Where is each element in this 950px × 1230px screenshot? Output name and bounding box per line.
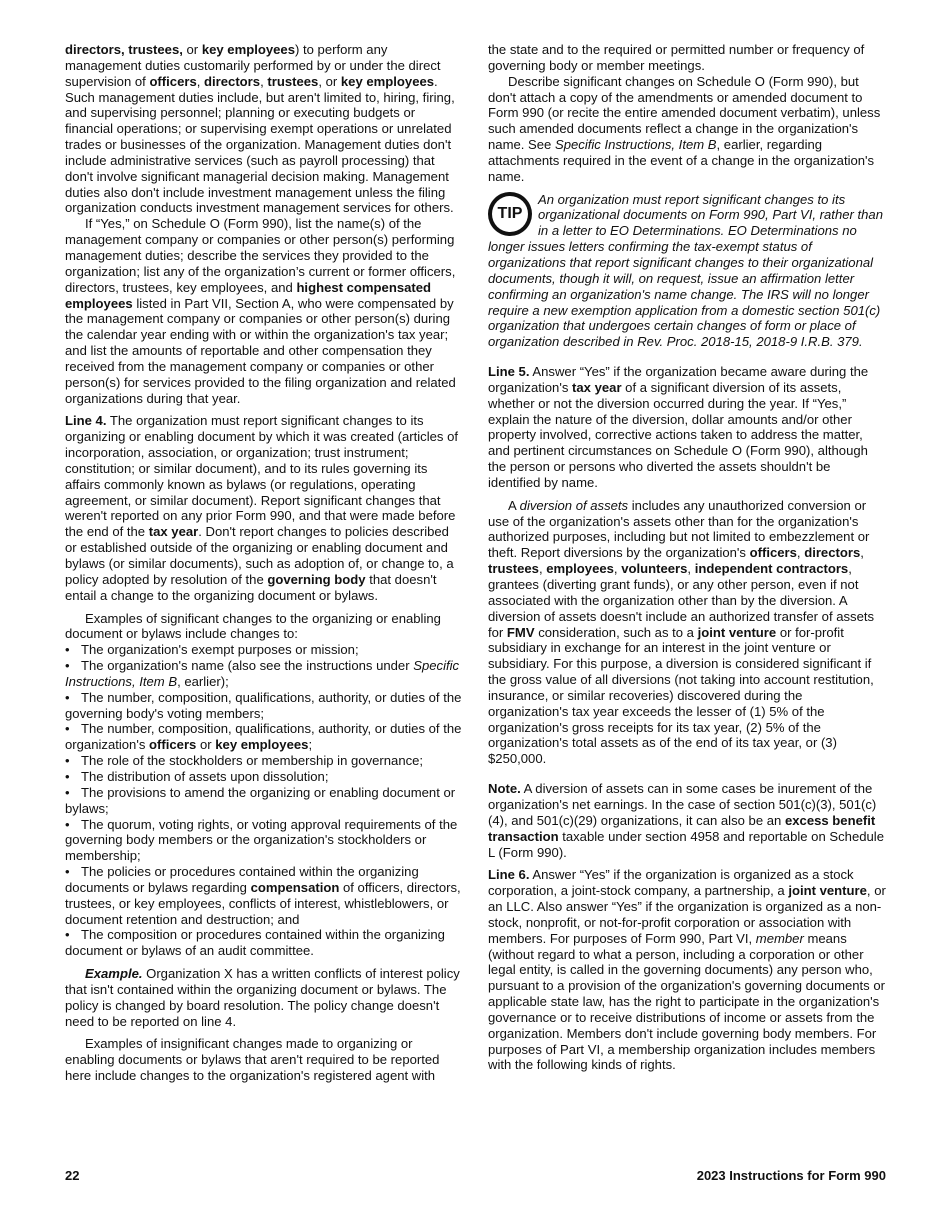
text-run: ,	[613, 561, 622, 577]
text-run: trustees	[488, 561, 539, 577]
text-run: Note.	[488, 781, 521, 797]
text-run: ) to perform any management duties customarily performed by or under the direct supervision of	[65, 42, 441, 89]
text-run: excess benefit transaction	[488, 812, 876, 844]
text-run: compensation	[250, 879, 340, 895]
text-run: joint venture	[697, 624, 777, 640]
text-run: key employees	[215, 737, 309, 753]
list-item	[65, 927, 462, 959]
text-run: Answer “Yes” if the organization became aware during the organization's	[488, 364, 869, 395]
text-run: means (without regard to what a person, including a corporation or other legal entity, is called in the governing documents) any person who, pursuant to a provision of the organization's governing documents or applicable state law, has the right to participate in the organization's governance or to receive distributions of income or assets from the organization. Members don't include governing body members. For purposes of Part VI, a membership organization includes members with the following kinds of rights.	[488, 930, 886, 1073]
bullet-icon: •	[65, 768, 70, 784]
text-run: The policies or procedures contained within the organizing documents or bylaws regarding	[65, 864, 419, 895]
text-run: ,	[260, 73, 268, 89]
bullet-icon: •	[65, 864, 70, 880]
text-run: ,	[860, 545, 864, 561]
text-run: employees	[546, 561, 614, 577]
bullet-icon: •	[65, 642, 70, 658]
text-run: . Don't report changes to policies described or established outside of the organizing or enabling document and bylaws (or similar documents), such as adoption of, or change to, a policy adopted by resolution of the	[65, 524, 454, 587]
text-run: directors	[804, 545, 861, 561]
text-run: Organization X has a written conflicts of interest policy that isn't contained within the organizing document or bylaws. The policy is changed by board resolution. The policy change doesn't need to be reported on line 4.	[65, 966, 460, 1029]
text-run: officers	[749, 545, 797, 561]
bullet-icon: •	[65, 658, 70, 674]
tip-callout	[488, 192, 886, 350]
list-item	[65, 769, 462, 785]
document-title: 2023 Instructions for Form 990	[696, 1168, 886, 1183]
text-run: Specific Instructions, Item B	[554, 137, 717, 153]
insignificant-changes-paragraph	[65, 1036, 462, 1084]
text-run: or	[196, 737, 216, 753]
list-item	[65, 658, 462, 690]
text-run: tax year	[148, 524, 199, 540]
text-run: highest compensated employees	[65, 279, 432, 311]
text-run: directors	[204, 73, 261, 89]
text-run: ,	[687, 561, 695, 577]
significant-changes-list	[65, 642, 462, 959]
text-run: volunteers	[621, 561, 688, 577]
text-run: or	[182, 42, 202, 57]
line-5-paragraph	[488, 364, 886, 491]
text-run: independent contractors	[694, 561, 849, 577]
text-run: trustees	[267, 73, 319, 89]
text-run: The quorum, voting rights, or voting approval requirements of the governing body members or the organization's stockholders or membership;	[65, 816, 458, 864]
text-run: Specific Instructions, Item B	[65, 658, 460, 689]
text-run: The composition or procedures contained within the organizing document or bylaws of an audit committee.	[65, 927, 445, 959]
text-run: governing body	[267, 571, 366, 587]
right-column	[488, 42, 886, 1073]
text-run: the state and to the required or permitted number or frequency of governing body or member meetings.	[488, 42, 865, 73]
list-item	[65, 864, 462, 927]
text-run: A	[508, 497, 520, 513]
text-run: Examples of significant changes to the organizing or enabling document or bylaws include changes to:	[65, 610, 441, 642]
text-run: key employees	[340, 73, 435, 89]
text-run: ;	[308, 737, 313, 753]
text-run: of officers, directors, trustees, or key employees, conflicts of interest, whistleblowers, or document retention and destruction; and	[65, 879, 461, 927]
list-item	[65, 690, 462, 722]
text-run: Examples of insignificant changes made to organizing or enabling documents or bylaws that aren't required to be reported here include changes to the organization's registered agent with	[65, 1036, 440, 1084]
text-run: , or an LLC. Also answer “Yes” if the organization is organized as a non-stock, nonprofit, or not-for-profit corporation or association with members. For purposes of Form 990, Part VI,	[488, 883, 886, 946]
text-run: Line 4.	[65, 413, 107, 429]
text-run: The organization must report significant changes to its organizing or enabling document by which it was created (articles of incorporation, association, or organization; trust instrument; constitution; or similar document), and to its rules governing its affairs commonly known as bylaws (or regulations, operating agreement, or similar document). Report significant changes that weren't reported on any prior Form 990, and that were made before the end of the	[65, 413, 459, 540]
text-run: The distribution of assets upon dissolution;	[81, 768, 329, 784]
text-run: includes any unauthorized conversion or use of the organization's assets other than for the organization's authorized purposes, including but not limited to embezzlement or theft. Report diversions by the organization's	[488, 497, 870, 561]
text-run: , or	[318, 73, 341, 89]
example-paragraph	[65, 966, 462, 1029]
list-item	[65, 642, 462, 658]
text-run: officers	[149, 737, 197, 753]
text-run: Describe significant changes on Schedule O (Form 990), but don't attach a copy of the amendments or amended document to Form 990 (or recite the entire amended document verbatim), unless such amended documents reflect a change in the organization's name. See	[488, 73, 881, 153]
text-run: joint venture	[788, 883, 867, 899]
text-run: that doesn't entail a change to the organizing document or bylaws.	[65, 571, 437, 603]
left-column	[65, 42, 462, 1084]
line-4-paragraph	[65, 413, 462, 603]
note-paragraph	[488, 781, 886, 860]
text-run: officers	[149, 73, 197, 89]
text-run: directors, trustees,	[65, 42, 183, 57]
diversion-of-assets-paragraph	[488, 498, 886, 767]
text-run: member	[755, 930, 804, 946]
text-run: A diversion of assets can in some cases be inurement of the organization's net earnings. In the case of section 501(c)(3), 501(c)(4), and 501(c)(29) organizations, it can also be an	[488, 781, 877, 828]
bullet-icon: •	[65, 753, 70, 769]
text-run: Answer “Yes” if the organization is organized as a stock corporation, a joint-stock company, a partnership, a	[488, 867, 854, 899]
text-run: tax year	[572, 379, 622, 395]
text-run: ,	[796, 545, 805, 561]
text-run: If “Yes,” on Schedule O (Form 990), list the name(s) of the management company or companies or other person(s) performing management duties; describe the services they provided to the organization; list any of the organization’s current or former officers, directors, trustees, key employees, and	[65, 216, 456, 295]
list-item	[65, 753, 462, 769]
text-run: The number, composition, qualifications, authority, or duties of the governing body's voting members;	[65, 689, 462, 721]
bullet-icon: •	[65, 689, 70, 705]
management-duties-paragraph	[65, 42, 462, 216]
text-run: diversion of assets	[519, 497, 629, 513]
text-run: , grantees (diverting grant funds), or any other person, even if not associated with the organization other than by the diversion. A diversion of assets doesn't include an authorized transfer of assets for	[488, 561, 875, 640]
line-6-paragraph	[488, 867, 886, 1073]
text-run: or for-profit subsidiary in exchange for an interest in the joint venture or subsidiary. For this purpose, a diversion is considered significant if the gross value of all diversions (not taking into account restitution, insurance, or similar recoveries) discovered during the organization's tax year exceeds the lesser of (1) 5% of the organization's gross receipts for its tax year, (2) 5% of the organization's total assets as of the end of its tax year, or (3) $250,000.	[488, 624, 874, 767]
text-run: The provisions to amend the organizing or enabling document or bylaws;	[65, 784, 456, 816]
bullet-icon: •	[65, 784, 70, 800]
bullet-icon: •	[65, 721, 70, 737]
text-run: The number, composition, qualifications, authority, or duties of the organization's	[65, 721, 462, 753]
tip-label: TIP	[492, 196, 528, 232]
describe-changes-paragraph	[488, 74, 886, 185]
text-run: , earlier);	[177, 673, 229, 689]
text-run: consideration, such as to a	[534, 624, 698, 640]
list-item	[65, 721, 462, 753]
text-run: listed in Part VII, Section A, who were compensated by the management company or companies or other person(s) during the calendar year ending with or within the organization's tax year; and list the amounts of reportable and other compensation they received from the management company or companies or other person(s) for services provided to the filing organization and related organizations during that year.	[65, 295, 456, 406]
text-run: An organization must report significant changes to its organizational documents on Form 990, Part VI, rather than in a letter to EO Determinations. EO Determinations no longer issues letters confirming the tax-exempt status of organizations that report significant changes to their organizational documents, though it will, on request, issue an affirmation letter confirming an organization's name change. The IRS will no longer require a new exemption application from a domestic section 501(c) organization that undergoes certain changes of form or place of organization described in Rev. Proc. 2018-15, 2018-9 I.R.B. 379.	[488, 191, 883, 350]
meetings-continuation-paragraph	[488, 42, 886, 74]
list-item	[65, 785, 462, 817]
page-number: 22	[65, 1168, 80, 1183]
text-run: Line 6.	[488, 867, 530, 883]
text-run: Line 5.	[488, 364, 530, 380]
text-run: The organization's exempt purposes or mission;	[81, 642, 359, 658]
text-run: ,	[196, 73, 205, 89]
text-run: of a significant diversion of its assets, whether or not the diversion occurred during the year. If “Yes,” explain the nature of the diversion, dollar amounts and/or other property involved, corrective actions taken to address the matter, and pertinent circumstances on Schedule O (Form 990), although the person or persons who diverted the assets shouldn't be identified by name.	[488, 379, 868, 490]
text-run: FMV	[506, 624, 535, 640]
list-item	[65, 817, 462, 865]
text-run: ,	[538, 561, 547, 577]
tip-text	[488, 192, 883, 350]
text-run: taxable under section 4958 and reportable on Schedule L (Form 990).	[488, 828, 884, 860]
text-run: , earlier, regarding attachments required in the event of a change in the organization's name.	[488, 137, 875, 184]
text-run: The organization's name (also see the instructions under	[81, 658, 414, 674]
schedule-o-listing-paragraph	[65, 216, 462, 406]
tip-icon	[488, 192, 532, 236]
text-run: key employees	[201, 42, 295, 57]
text-run: . Such management duties include, but aren't limited to, hiring, firing, and supervising personnel; planning or executing budgets or financial operations; or supervising exempt operations or unrelated trades or businesses of the organization. Management duties don't include administrative services (such as payroll processing) that don't involve significant managerial decision making. Management duties also don't include investment management unless the filing organization conducts investment management services for others.	[65, 73, 455, 216]
bullet-icon: •	[65, 816, 70, 832]
text-run: The role of the stockholders or membership in governance;	[81, 753, 424, 769]
text-run: Example.	[85, 966, 143, 982]
bullet-icon: •	[65, 927, 70, 943]
significant-changes-intro	[65, 611, 462, 643]
